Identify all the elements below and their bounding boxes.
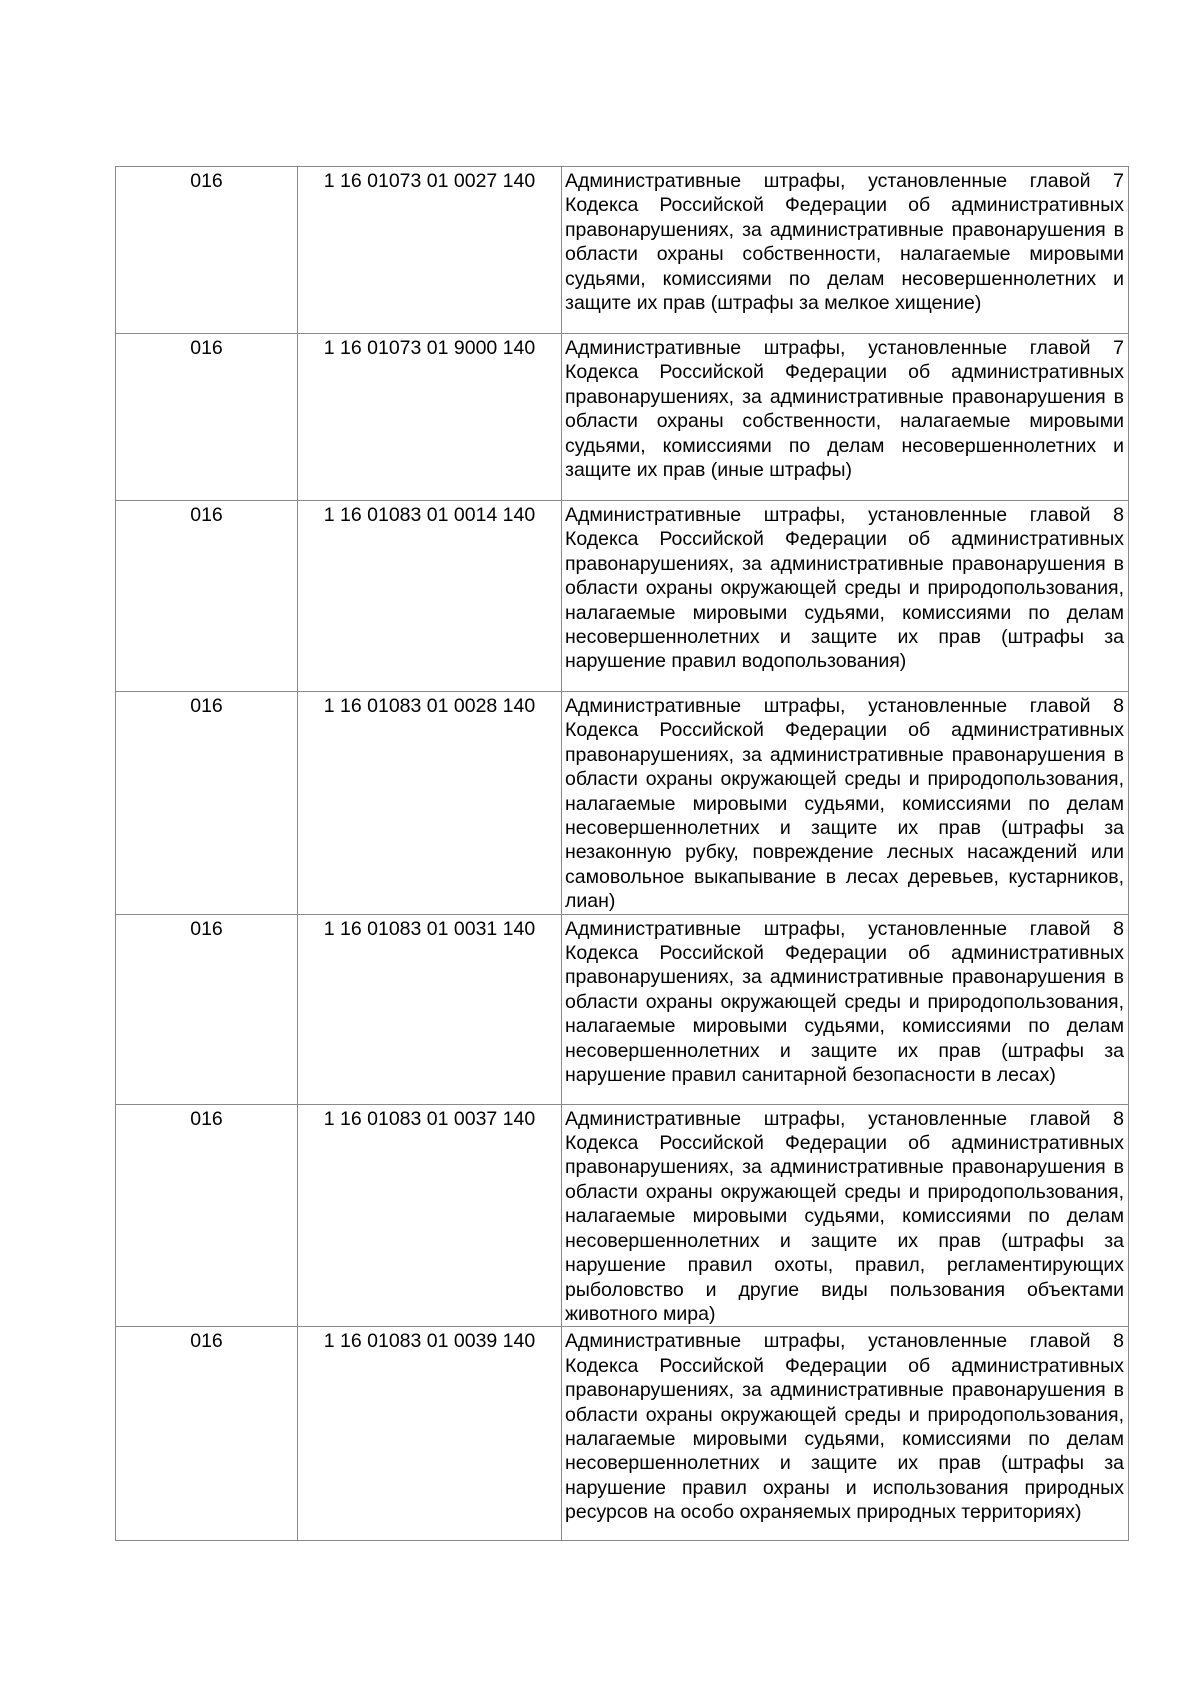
admin-code-cell: 016	[116, 914, 298, 1104]
description-cell: Административные штрафы, установленные главой 8 Кодекса Российской Федерации об административных правонарушениях, за административные правонарушения в области охраны окружающей среды и природопользования, налагаемые мировыми судьями, комиссиями по делам несовершеннолетних и защите их прав (штрафы за нарушение правил санитарной безопасности в лесах)	[562, 914, 1129, 1104]
table-row	[116, 692, 1129, 915]
table-row	[116, 167, 1129, 334]
kbk-code-cell: 1 16 01083 01 0037 140	[298, 1104, 562, 1327]
fines-table	[115, 166, 1129, 1541]
description-cell: Административные штрафы, установленные главой 8 Кодекса Российской Федерации об административных правонарушениях, за административные правонарушения в области охраны окружающей среды и природопользования, налагаемые мировыми судьями, комиссиями по делам несовершеннолетних и защите их прав (штрафы за нарушение правил охоты, правил, регламентирующих рыболовство и другие виды пользования объектами животного мира)	[562, 1104, 1129, 1327]
admin-code-cell: 016	[116, 1327, 298, 1541]
kbk-code-cell: 1 16 01083 01 0014 140	[298, 501, 562, 692]
admin-code-cell: 016	[116, 167, 298, 334]
kbk-code-cell: 1 16 01073 01 0027 140	[298, 167, 562, 334]
kbk-code-cell: 1 16 01083 01 0028 140	[298, 692, 562, 915]
kbk-code-cell: 1 16 01073 01 9000 140	[298, 334, 562, 501]
description-cell: Административные штрафы, установленные главой 7 Кодекса Российской Федерации об административных правонарушениях, за административные правонарушения в области охраны собственности, налагаемые мировыми судьями, комиссиями по делам несовершеннолетних и защите их прав (иные штрафы)	[562, 334, 1129, 501]
table-row	[116, 501, 1129, 692]
table-row	[116, 914, 1129, 1104]
description-cell: Административные штрафы, установленные главой 8 Кодекса Российской Федерации об административных правонарушениях, за административные правонарушения в области охраны окружающей среды и природопользования, налагаемые мировыми судьями, комиссиями по делам несовершеннолетних и защите их прав (штрафы за нарушение правил водопользования)	[562, 501, 1129, 692]
table-row	[116, 1104, 1129, 1327]
admin-code-cell: 016	[116, 692, 298, 915]
admin-code-cell: 016	[116, 1104, 298, 1327]
description-cell: Административные штрафы, установленные главой 7 Кодекса Российской Федерации об административных правонарушениях, за административные правонарушения в области охраны собственности, налагаемые мировыми судьями, комиссиями по делам несовершеннолетних и защите их прав (штрафы за мелкое хищение)	[562, 167, 1129, 334]
kbk-code-cell: 1 16 01083 01 0039 140	[298, 1327, 562, 1541]
table-row	[116, 334, 1129, 501]
description-cell: Административные штрафы, установленные главой 8 Кодекса Российской Федерации об административных правонарушениях, за административные правонарушения в области охраны окружающей среды и природопользования, налагаемые мировыми судьями, комиссиями по делам несовершеннолетних и защите их прав (штрафы за незаконную рубку, повреждение лесных насаждений или самовольное выкапывание в лесах деревьев, кустарников, лиан)	[562, 692, 1129, 915]
admin-code-cell: 016	[116, 334, 298, 501]
description-cell: Административные штрафы, установленные главой 8 Кодекса Российской Федерации об административных правонарушениях, за административные правонарушения в области охраны окружающей среды и природопользования, налагаемые мировыми судьями, комиссиями по делам несовершеннолетних и защите их прав (штрафы за нарушение правил охраны и использования природных ресурсов на особо охраняемых природных территориях)	[562, 1327, 1129, 1541]
admin-code-cell: 016	[116, 501, 298, 692]
table-row	[116, 1327, 1129, 1541]
kbk-code-cell: 1 16 01083 01 0031 140	[298, 914, 562, 1104]
